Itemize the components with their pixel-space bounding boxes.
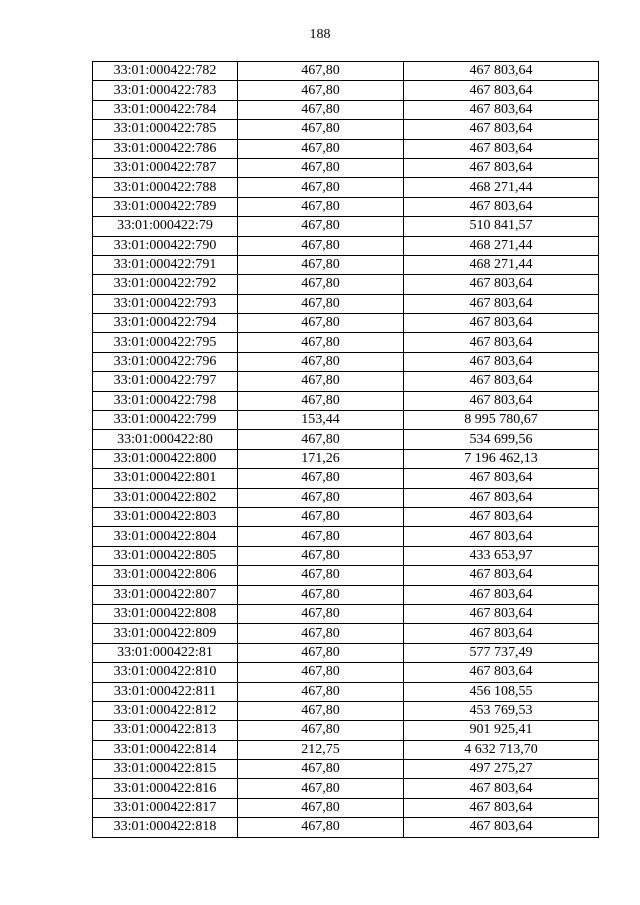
cadastral-number-cell: 33:01:000422:792 bbox=[93, 275, 238, 294]
area-cell: 467,80 bbox=[238, 275, 404, 294]
cadastral-value-cell: 467 803,64 bbox=[404, 314, 599, 333]
table-row bbox=[93, 217, 599, 236]
cadastral-value-cell: 467 803,64 bbox=[404, 275, 599, 294]
cadastral-value-cell: 468 271,44 bbox=[404, 236, 599, 255]
table-row bbox=[93, 411, 599, 430]
cadastral-number-cell: 33:01:000422:800 bbox=[93, 449, 238, 468]
area-cell: 467,80 bbox=[238, 566, 404, 585]
cadastral-number-cell: 33:01:000422:782 bbox=[93, 62, 238, 81]
area-cell: 467,80 bbox=[238, 197, 404, 216]
cadastral-number-cell: 33:01:000422:803 bbox=[93, 507, 238, 526]
cadastral-value-cell: 467 803,64 bbox=[404, 798, 599, 817]
cadastral-number-cell: 33:01:000422:815 bbox=[93, 760, 238, 779]
area-cell: 467,80 bbox=[238, 236, 404, 255]
area-cell: 467,80 bbox=[238, 624, 404, 643]
cadastral-value-cell: 467 803,64 bbox=[404, 566, 599, 585]
area-cell: 467,80 bbox=[238, 527, 404, 546]
area-cell: 467,80 bbox=[238, 178, 404, 197]
cadastral-value-cell: 433 653,97 bbox=[404, 546, 599, 565]
table-row bbox=[93, 275, 599, 294]
cadastral-value-cell: 901 925,41 bbox=[404, 721, 599, 740]
area-cell: 467,80 bbox=[238, 604, 404, 623]
area-cell: 467,80 bbox=[238, 682, 404, 701]
cadastral-value-table bbox=[92, 61, 599, 838]
cadastral-number-cell: 33:01:000422:814 bbox=[93, 740, 238, 759]
table-row bbox=[93, 372, 599, 391]
cadastral-number-cell: 33:01:000422:812 bbox=[93, 701, 238, 720]
table-row bbox=[93, 352, 599, 371]
cadastral-number-cell: 33:01:000422:794 bbox=[93, 314, 238, 333]
cadastral-value-cell: 467 803,64 bbox=[404, 527, 599, 546]
cadastral-value-cell: 510 841,57 bbox=[404, 217, 599, 236]
cadastral-value-cell: 467 803,64 bbox=[404, 158, 599, 177]
cadastral-value-cell: 467 803,64 bbox=[404, 663, 599, 682]
table-row bbox=[93, 158, 599, 177]
table-row bbox=[93, 507, 599, 526]
cadastral-number-cell: 33:01:000422:790 bbox=[93, 236, 238, 255]
cadastral-number-cell: 33:01:000422:818 bbox=[93, 818, 238, 837]
cadastral-number-cell: 33:01:000422:795 bbox=[93, 333, 238, 352]
cadastral-number-cell: 33:01:000422:784 bbox=[93, 100, 238, 119]
cadastral-value-cell: 7 196 462,13 bbox=[404, 449, 599, 468]
area-cell: 467,80 bbox=[238, 430, 404, 449]
area-cell: 212,75 bbox=[238, 740, 404, 759]
cadastral-number-cell: 33:01:000422:797 bbox=[93, 372, 238, 391]
area-cell: 467,80 bbox=[238, 721, 404, 740]
area-cell: 467,80 bbox=[238, 352, 404, 371]
cadastral-number-cell: 33:01:000422:804 bbox=[93, 527, 238, 546]
area-cell: 467,80 bbox=[238, 488, 404, 507]
cadastral-number-cell: 33:01:000422:783 bbox=[93, 81, 238, 100]
cadastral-value-cell: 577 737,49 bbox=[404, 643, 599, 662]
cadastral-number-cell: 33:01:000422:79 bbox=[93, 217, 238, 236]
table-row bbox=[93, 682, 599, 701]
cadastral-value-cell: 4 632 713,70 bbox=[404, 740, 599, 759]
cadastral-number-cell: 33:01:000422:809 bbox=[93, 624, 238, 643]
cadastral-value-cell: 467 803,64 bbox=[404, 624, 599, 643]
area-cell: 467,80 bbox=[238, 120, 404, 139]
area-cell: 467,80 bbox=[238, 333, 404, 352]
table-row bbox=[93, 701, 599, 720]
cadastral-number-cell: 33:01:000422:805 bbox=[93, 546, 238, 565]
cadastral-number-cell: 33:01:000422:798 bbox=[93, 391, 238, 410]
area-cell: 467,80 bbox=[238, 643, 404, 662]
cadastral-number-cell: 33:01:000422:785 bbox=[93, 120, 238, 139]
table-row bbox=[93, 546, 599, 565]
table-row bbox=[93, 236, 599, 255]
cadastral-number-cell: 33:01:000422:801 bbox=[93, 469, 238, 488]
cadastral-number-cell: 33:01:000422:806 bbox=[93, 566, 238, 585]
cadastral-value-cell: 467 803,64 bbox=[404, 81, 599, 100]
table-row bbox=[93, 120, 599, 139]
cadastral-value-cell: 534 699,56 bbox=[404, 430, 599, 449]
table-row bbox=[93, 585, 599, 604]
table-row bbox=[93, 449, 599, 468]
cadastral-value-cell: 456 108,55 bbox=[404, 682, 599, 701]
table-row bbox=[93, 62, 599, 81]
cadastral-number-cell: 33:01:000422:817 bbox=[93, 798, 238, 817]
area-cell: 467,80 bbox=[238, 701, 404, 720]
cadastral-value-cell: 467 803,64 bbox=[404, 62, 599, 81]
area-cell: 467,80 bbox=[238, 372, 404, 391]
cadastral-value-cell: 497 275,27 bbox=[404, 760, 599, 779]
table-row bbox=[93, 178, 599, 197]
cadastral-value-cell: 467 803,64 bbox=[404, 585, 599, 604]
table-row bbox=[93, 100, 599, 119]
table-row bbox=[93, 740, 599, 759]
cadastral-value-cell: 467 803,64 bbox=[404, 120, 599, 139]
area-cell: 467,80 bbox=[238, 469, 404, 488]
table-row bbox=[93, 721, 599, 740]
cadastral-number-cell: 33:01:000422:80 bbox=[93, 430, 238, 449]
cadastral-value-cell: 453 769,53 bbox=[404, 701, 599, 720]
table-row bbox=[93, 604, 599, 623]
cadastral-number-cell: 33:01:000422:787 bbox=[93, 158, 238, 177]
table-row bbox=[93, 255, 599, 274]
area-cell: 467,80 bbox=[238, 314, 404, 333]
area-cell: 467,80 bbox=[238, 663, 404, 682]
cadastral-value-cell: 467 803,64 bbox=[404, 818, 599, 837]
table-row bbox=[93, 566, 599, 585]
area-cell: 467,80 bbox=[238, 779, 404, 798]
area-cell: 467,80 bbox=[238, 546, 404, 565]
cadastral-value-cell: 468 271,44 bbox=[404, 178, 599, 197]
table-row bbox=[93, 818, 599, 837]
cadastral-value-cell: 467 803,64 bbox=[404, 100, 599, 119]
cadastral-value-cell: 467 803,64 bbox=[404, 507, 599, 526]
table-row bbox=[93, 624, 599, 643]
cadastral-value-cell: 467 803,64 bbox=[404, 469, 599, 488]
table-row bbox=[93, 779, 599, 798]
table-row bbox=[93, 314, 599, 333]
page-number: 188 bbox=[309, 27, 331, 42]
cadastral-value-cell: 467 803,64 bbox=[404, 294, 599, 313]
area-cell: 467,80 bbox=[238, 585, 404, 604]
table-row bbox=[93, 798, 599, 817]
cadastral-number-cell: 33:01:000422:810 bbox=[93, 663, 238, 682]
area-cell: 467,80 bbox=[238, 760, 404, 779]
table-row bbox=[93, 294, 599, 313]
cadastral-number-cell: 33:01:000422:816 bbox=[93, 779, 238, 798]
cadastral-number-cell: 33:01:000422:813 bbox=[93, 721, 238, 740]
cadastral-number-cell: 33:01:000422:808 bbox=[93, 604, 238, 623]
table-row bbox=[93, 333, 599, 352]
cadastral-value-cell: 467 803,64 bbox=[404, 352, 599, 371]
table-row bbox=[93, 663, 599, 682]
cadastral-number-cell: 33:01:000422:786 bbox=[93, 139, 238, 158]
cadastral-value-cell: 467 803,64 bbox=[404, 333, 599, 352]
area-cell: 467,80 bbox=[238, 798, 404, 817]
cadastral-value-cell: 467 803,64 bbox=[404, 488, 599, 507]
area-cell: 153,44 bbox=[238, 411, 404, 430]
cadastral-number-cell: 33:01:000422:796 bbox=[93, 352, 238, 371]
area-cell: 467,80 bbox=[238, 294, 404, 313]
cadastral-number-cell: 33:01:000422:807 bbox=[93, 585, 238, 604]
table-row bbox=[93, 197, 599, 216]
cadastral-value-cell: 467 803,64 bbox=[404, 391, 599, 410]
area-cell: 467,80 bbox=[238, 391, 404, 410]
cadastral-value-cell: 467 803,64 bbox=[404, 779, 599, 798]
cadastral-value-cell: 467 803,64 bbox=[404, 197, 599, 216]
area-cell: 467,80 bbox=[238, 255, 404, 274]
area-cell: 467,80 bbox=[238, 100, 404, 119]
table-row bbox=[93, 643, 599, 662]
cadastral-value-cell: 8 995 780,67 bbox=[404, 411, 599, 430]
cadastral-number-cell: 33:01:000422:788 bbox=[93, 178, 238, 197]
area-cell: 467,80 bbox=[238, 81, 404, 100]
table-row bbox=[93, 527, 599, 546]
cadastral-number-cell: 33:01:000422:799 bbox=[93, 411, 238, 430]
table-row bbox=[93, 430, 599, 449]
table-row bbox=[93, 81, 599, 100]
cadastral-value-cell: 468 271,44 bbox=[404, 255, 599, 274]
area-cell: 467,80 bbox=[238, 62, 404, 81]
cadastral-number-cell: 33:01:000422:81 bbox=[93, 643, 238, 662]
table-row bbox=[93, 139, 599, 158]
area-cell: 467,80 bbox=[238, 818, 404, 837]
cadastral-value-cell: 467 803,64 bbox=[404, 604, 599, 623]
area-cell: 467,80 bbox=[238, 139, 404, 158]
cadastral-number-cell: 33:01:000422:791 bbox=[93, 255, 238, 274]
area-cell: 467,80 bbox=[238, 158, 404, 177]
table-row bbox=[93, 760, 599, 779]
cadastral-value-cell: 467 803,64 bbox=[404, 139, 599, 158]
table-body bbox=[93, 62, 599, 838]
area-cell: 467,80 bbox=[238, 507, 404, 526]
table-row bbox=[93, 391, 599, 410]
cadastral-number-cell: 33:01:000422:793 bbox=[93, 294, 238, 313]
table-row bbox=[93, 488, 599, 507]
cadastral-number-cell: 33:01:000422:811 bbox=[93, 682, 238, 701]
table-row bbox=[93, 469, 599, 488]
cadastral-number-cell: 33:01:000422:789 bbox=[93, 197, 238, 216]
cadastral-value-cell: 467 803,64 bbox=[404, 372, 599, 391]
cadastral-number-cell: 33:01:000422:802 bbox=[93, 488, 238, 507]
area-cell: 467,80 bbox=[238, 217, 404, 236]
area-cell: 171,26 bbox=[238, 449, 404, 468]
